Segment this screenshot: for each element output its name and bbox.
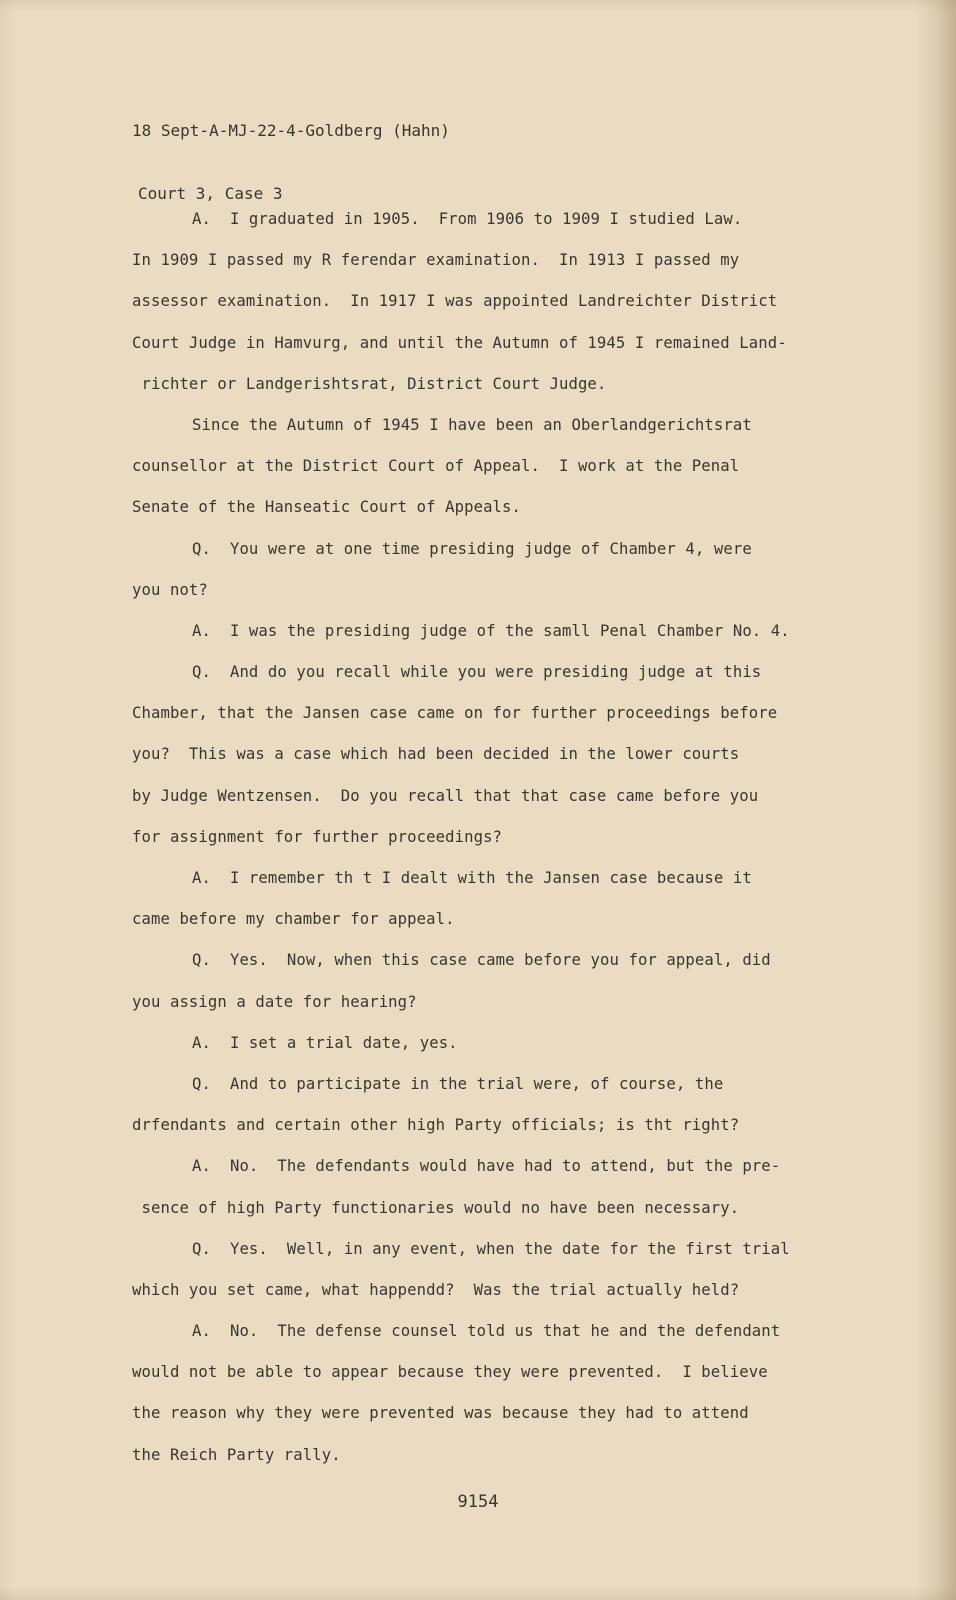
transcript-line: counsellor at the District Court of Appeal. I work at the Penal (132, 457, 740, 476)
transcript-line: you? This was a case which had been decided in the lower courts (132, 745, 740, 764)
transcript-line: you assign a date for hearing? (132, 992, 417, 1011)
page-number: 9154 (457, 1492, 499, 1512)
transcript-line: A. I set a trial date, yes. (192, 1033, 458, 1052)
transcript-line: sence of high Party functionaries would no have been necessary. (132, 1198, 740, 1217)
transcript-line: which you set came, what happendd? Was the trial actually held? (132, 1280, 740, 1299)
transcript-line: assessor examination. In 1917 I was appointed Landreichter District (132, 292, 778, 311)
transcript-line: Q. You were at one time presiding judge of Chamber 4, were (192, 539, 752, 558)
transcript-line: richter or Landgerishtsrat, District Court Judge. (132, 374, 607, 393)
header-court: Court 3, Case 3 (138, 184, 283, 203)
transcript-body (132, 199, 844, 1476)
transcript-line: A. No. The defense counsel told us that he and the defendant (192, 1322, 781, 1341)
transcript-line: you not? (132, 580, 208, 599)
transcript-line: Chamber, that the Jansen case came on for further proceedings before (132, 704, 778, 723)
transcript-line: the reason why they were prevented was because they had to attend (132, 1404, 749, 1423)
transcript-line: A. No. The defendants would have had to attend, but the pre- (192, 1157, 781, 1176)
transcript-line: Court Judge in Hamvurg, and until the Autumn of 1945 I remained Land- (132, 333, 787, 352)
transcript-line: A. I remember th t I dealt with the Jansen case because it (192, 869, 752, 887)
transcript-line: Q. Yes. Well, in any event, when the date for the first trial (192, 1239, 790, 1258)
header-case-reference: 18 Sept-A-MJ-22-4-Goldberg (Hahn) (132, 121, 450, 140)
transcript-line: Senate of the Hanseatic Court of Appeals. (132, 498, 522, 517)
transcript-line: drfendants and certain other high Party officials; is tht right? (132, 1116, 740, 1135)
transcript-line: In 1909 I passed my R ferendar examination. In 1913 I passed my (132, 251, 740, 270)
transcript-line: A. I was the presiding judge of the samll Penal Chamber No. 4. (192, 621, 790, 640)
transcript-line: would not be able to appear because they were prevented. I believe (132, 1363, 768, 1382)
transcript-line: A. I graduated in 1905. From 1906 to 1909 I studied Law. (192, 210, 743, 228)
transcript-line: the Reich Party rally. (132, 1445, 341, 1464)
transcript-line: Q. And do you recall while you were presiding judge at this (192, 663, 762, 682)
transcript-line: Since the Autumn of 1945 I have been an Oberlandgerichtsrat (192, 415, 752, 434)
transcript-line: came before my chamber for appeal. (132, 910, 455, 929)
transcript-line: Q. And to participate in the trial were, of course, the (192, 1074, 724, 1093)
transcript-line: Q. Yes. Now, when this case came before you for appeal, did (192, 951, 771, 970)
transcript-line: for assignment for further proceedings? (132, 827, 503, 846)
transcript-line: by Judge Wentzensen. Do you recall that that case came before you (132, 786, 759, 805)
